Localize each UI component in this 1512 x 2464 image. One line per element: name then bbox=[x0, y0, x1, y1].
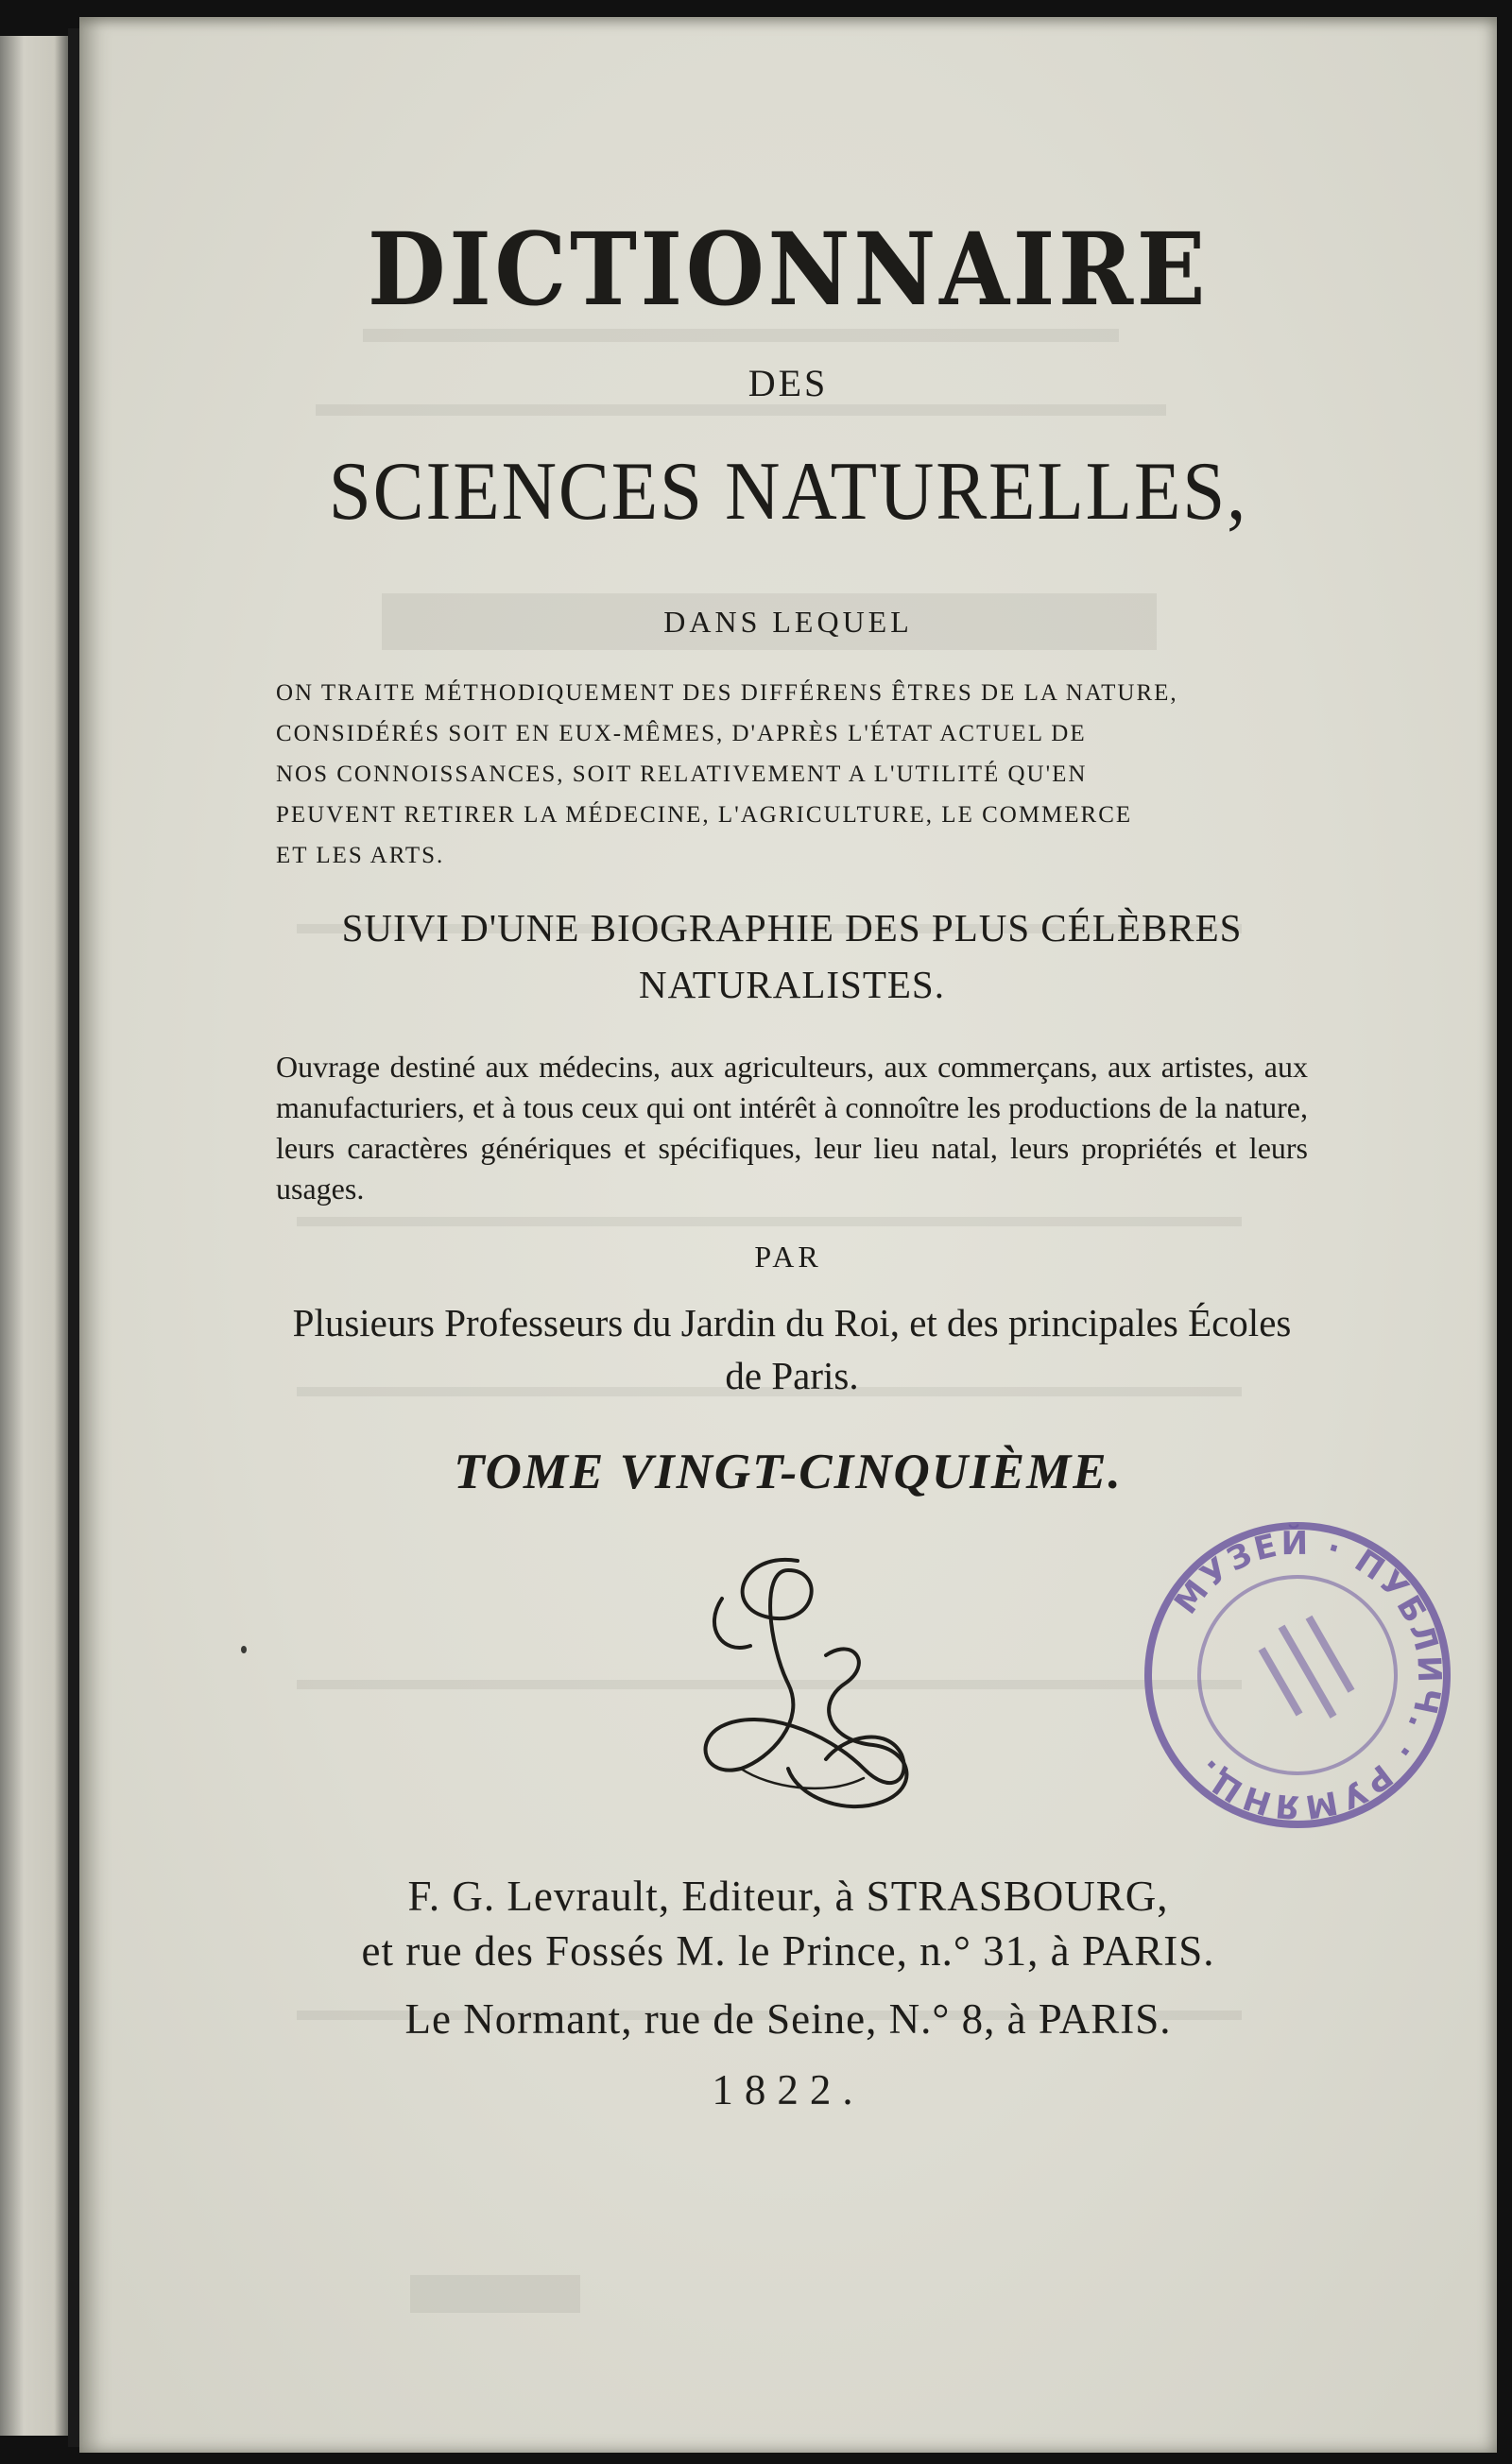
book-title: DICTIONNAIRE bbox=[367, 210, 1210, 328]
description-line: ET LES ARTS. bbox=[276, 843, 445, 868]
ink-speck bbox=[241, 1646, 247, 1653]
book-subtitle: SCIENCES NATURELLES, bbox=[328, 446, 1248, 538]
previous-page-edge bbox=[0, 36, 68, 2436]
description-block bbox=[276, 673, 1308, 876]
intro-label: DANS LEQUEL bbox=[663, 605, 913, 639]
description-line: ON TRAITE MÉTHODIQUEMENT DES DIFFÉRENS ÊTRES DE LA NATURE, bbox=[276, 680, 1178, 706]
by-label: PAR bbox=[754, 1240, 822, 1274]
volume-label: TOME VINGT-CINQUIÈME. bbox=[454, 1445, 1123, 1499]
title-connector: DES bbox=[747, 362, 829, 404]
description-line: PEUVENT RETIRER LA MÉDECINE, L'AGRICULTURE, LE COMMERCE bbox=[276, 802, 1133, 828]
stamp-text: МУЗЕЙ · ПУБЛИЧ. · РУМЯНЦ. bbox=[1166, 1524, 1449, 1826]
audience-note: Ouvrage destiné aux médecins, aux agriculteurs, aux commerçans, aux artistes, aux manufacturiers, et à tous ceux qui ont intérêt à connoître les productions de la nature, leurs caractères génériques et spécifiques, leur lieu natal, leurs propriétés et leurs usages. bbox=[276, 1050, 1308, 1206]
description-line: CONSIDÉRÉS SOIT EN EUX-MÊMES, D'APRÈS L'ÉTAT ACTUEL DE bbox=[276, 721, 1087, 746]
imprint bbox=[79, 1869, 1497, 2046]
biography-note: SUIVI D'UNE BIOGRAPHIE DES PLUS CÉLÈBRES NATURALISTES. bbox=[341, 906, 1243, 1006]
stamp-ring bbox=[1142, 1519, 1453, 1831]
imprint-line-paris-seine: Le Normant, rue de Seine, N.° 8, à PARIS. bbox=[404, 1995, 1172, 2043]
printer-monogram bbox=[684, 1542, 930, 1825]
library-stamp bbox=[1142, 1519, 1453, 1831]
imprint-line-strasbourg: F. G. Levrault, Editeur, à STRASBOURG, bbox=[407, 1873, 1169, 1920]
imprint-line-paris-fosses: et rue des Fossés M. le Prince, n.° 31, à PARIS. bbox=[361, 1927, 1215, 1975]
publication-year: 1822. bbox=[712, 2066, 865, 2113]
description-line: NOS CONNOISSANCES, SOIT RELATIVEMENT A L'UTILITÉ QU'EN bbox=[276, 761, 1088, 787]
authors-line: Plusieurs Professeurs du Jardin du Roi, et des principales Écoles de Paris. bbox=[292, 1301, 1292, 1397]
